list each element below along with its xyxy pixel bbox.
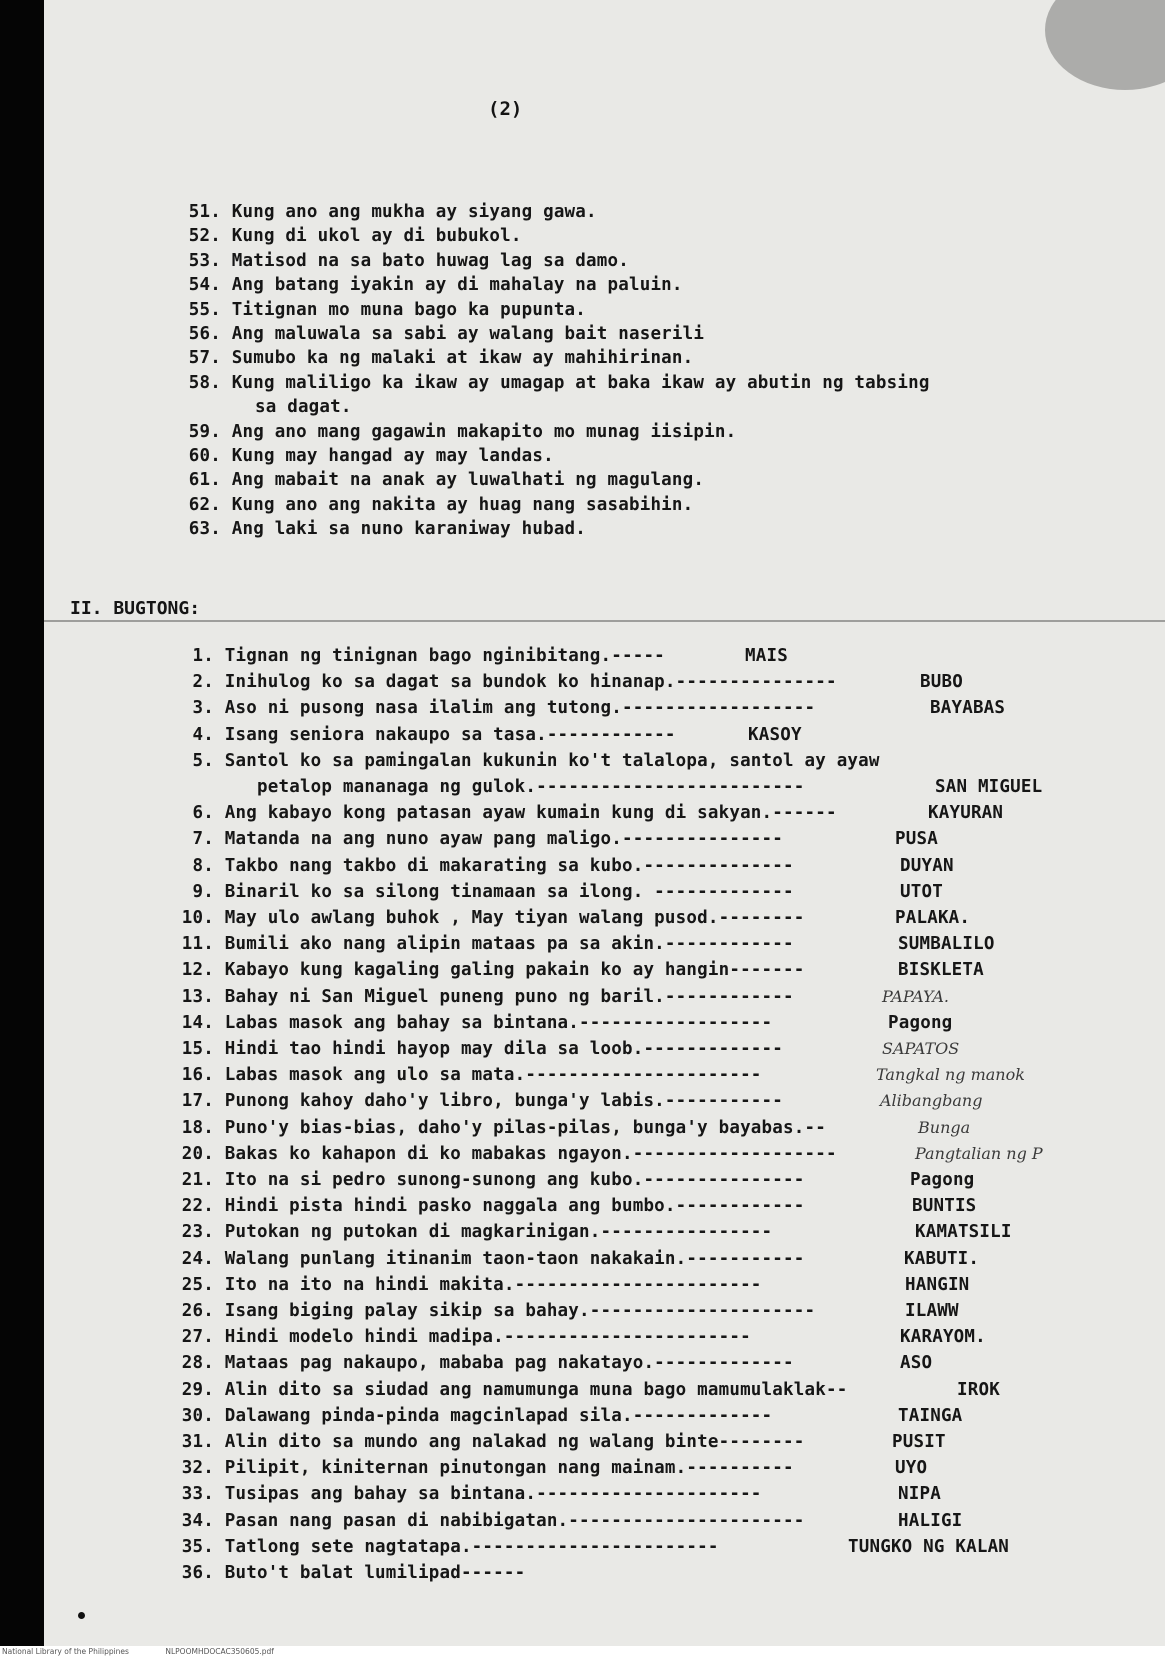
riddle-number: 27.: [181, 1327, 214, 1348]
riddle-text: Tatlong sete nagtatapa.-----------------------: [224, 1536, 719, 1557]
riddle-line: [162, 1117, 826, 1139]
proverb-text: Kung maliligo ka ikaw ay umagap at baka ikaw ay abutin ng tabsing: [231, 372, 930, 393]
riddle-number: 36.: [181, 1563, 214, 1583]
proverb-number: 56.: [188, 324, 221, 344]
riddle-line: [162, 671, 837, 693]
riddle-answer: IROK: [957, 1379, 1000, 1400]
proverb-number: 51.: [188, 202, 221, 222]
proverb-line: [255, 396, 352, 418]
riddle-answer: ASO: [900, 1353, 933, 1374]
riddle-number: 22.: [181, 1196, 214, 1217]
riddle-text: Matanda na ang nuno ayaw pang maligo.---------------: [224, 829, 784, 850]
proverb-line: [165, 372, 930, 394]
binding-shadow: [0, 0, 44, 1646]
proverb-line: [165, 347, 693, 369]
riddle-answer-handwritten: SAPATOS: [882, 1039, 960, 1058]
proverb-number: 60.: [188, 446, 221, 466]
riddle-number: 4.: [192, 724, 214, 745]
proverb-line: [165, 323, 704, 345]
riddle-answer: BUBO: [920, 672, 963, 693]
riddle-line: [162, 933, 794, 955]
riddle-line: [162, 907, 805, 929]
riddle-number: 20.: [181, 1143, 214, 1164]
riddle-text: Isang biging palay sikip sa bahay.---------------------: [224, 1301, 816, 1321]
riddle-number: 15.: [181, 1039, 214, 1059]
riddle-number: 16.: [181, 1065, 214, 1086]
riddle-number: 29.: [181, 1379, 214, 1400]
proverb-number: 54.: [188, 275, 221, 296]
proverb-text: Ang maluwala sa sabi ay walang bait naserili: [231, 324, 705, 344]
riddle-answer: Pagong: [910, 1170, 975, 1190]
riddle-number: 9.: [192, 881, 214, 902]
riddle-number: 10.: [181, 908, 214, 928]
riddle-number: 2.: [192, 672, 214, 693]
riddle-number: 24.: [181, 1248, 214, 1269]
riddle-line: [162, 645, 665, 667]
riddle-number: 26.: [181, 1301, 214, 1321]
riddle-line: [162, 1352, 794, 1374]
riddle-line: [162, 697, 815, 719]
riddle-answer: TUNGKO NG KALAN: [848, 1536, 1010, 1557]
riddle-number: 7.: [192, 829, 214, 850]
riddle-text: Puno'y bias-bias, daho'y pilas-pilas, bunga'y bayabas.--: [224, 1117, 826, 1138]
proverb-text: Titignan mo muna bago ka pupunta.: [231, 299, 587, 320]
riddle-text: Hindi pista hindi pasko naggala ang bumbo.------------: [224, 1196, 805, 1217]
riddle-text: Santol ko sa pamingalan kukunin ko't talalopa, santol ay ayaw: [224, 750, 880, 771]
riddle-text: petalop mananaga ng gulok.-------------------------: [257, 777, 805, 797]
riddle-line: [162, 1457, 794, 1479]
riddle-line: [162, 1431, 805, 1453]
riddle-text: Hindi modelo hindi madipa.-----------------------: [224, 1327, 751, 1348]
proverb-text: Matisod na sa bato huwag lag sa damo.: [231, 250, 629, 271]
riddle-line: [162, 1379, 847, 1401]
riddle-answer: Pagong: [888, 1012, 953, 1033]
riddle-text: Takbo nang takbo di makarating sa kubo.--------------: [224, 855, 794, 876]
riddle-answer-handwritten: Tangkal ng manok: [876, 1065, 1025, 1085]
riddle-line: [162, 1405, 772, 1427]
riddle-answer: KAYURAN: [928, 803, 1004, 824]
riddle-line: [162, 1221, 772, 1243]
riddle-line: [162, 1326, 751, 1348]
riddle-line: [162, 1300, 815, 1322]
riddle-answer: SUMBALILO: [898, 934, 995, 955]
riddle-text: Tignan ng tinignan bago nginibitang.-----: [224, 646, 665, 666]
riddle-number: 35.: [181, 1536, 214, 1557]
riddle-text: Labas masok ang bahay sa bintana.------------------: [224, 1012, 773, 1033]
riddle-text: Alin dito sa mundo ang nalakad ng walang binte--------: [224, 1432, 805, 1452]
riddle-text: Kabayo kung kagaling galing pakain ko ay hangin-------: [224, 960, 805, 981]
riddle-text: Pilipit, kiniternan pinutongan nang mainam.----------: [224, 1458, 794, 1479]
riddle-line: [162, 1064, 762, 1086]
riddle-text: May ulo awlang buhok , May tiyan walang pusod.--------: [224, 908, 805, 928]
riddle-answer: KABUTI.: [904, 1248, 980, 1269]
riddle-line: [162, 1510, 805, 1532]
section-divider: [44, 620, 1165, 622]
riddle-answer-handwritten: Alibangbang: [880, 1091, 983, 1111]
page-footer: [0, 1646, 1165, 1658]
proverb-text: Kung ano ang mukha ay siyang gawa.: [231, 202, 597, 222]
riddle-number: 33.: [181, 1484, 214, 1505]
riddle-number: 21.: [181, 1170, 214, 1190]
riddle-answer: UYO: [895, 1458, 928, 1479]
riddle-number: 5.: [192, 750, 214, 771]
proverb-line: [165, 225, 522, 247]
riddle-line: [162, 1536, 719, 1558]
proverb-number: 63.: [188, 519, 221, 540]
riddle-answer: PUSA: [895, 829, 938, 850]
section-heading: II. BUGTONG:: [70, 598, 201, 619]
riddle-text: Ito na ito na hindi makita.-----------------------: [224, 1274, 762, 1295]
riddle-text: Walang punlang itinanim taon-taon nakakain.-----------: [224, 1248, 805, 1269]
riddle-number: 14.: [181, 1012, 214, 1033]
riddle-line: [162, 1169, 805, 1191]
riddle-answer-handwritten: PAPAYA.: [882, 986, 950, 1006]
riddle-answer: HANGIN: [905, 1274, 970, 1295]
proverb-line: [165, 421, 736, 443]
riddle-line: [162, 750, 880, 772]
riddle-number: 31.: [181, 1432, 214, 1452]
proverb-text: Ang laki sa nuno karaniway hubad.: [231, 519, 587, 540]
riddle-text: Ang kabayo kong patasan ayaw kumain kung di sakyan.------: [224, 803, 837, 824]
proverb-line: [165, 274, 683, 296]
proverb-line: [165, 469, 704, 491]
riddle-answer: UTOT: [900, 881, 943, 902]
riddle-number: 32.: [181, 1458, 214, 1479]
riddle-number: 12.: [181, 960, 214, 981]
riddle-line: [162, 1274, 762, 1296]
proverb-line: [165, 201, 597, 223]
proverb-text: Ang batang iyakin ay di mahalay na paluin.: [231, 275, 683, 296]
riddle-number: 28.: [181, 1353, 214, 1374]
riddle-answer-handwritten: Bunga: [918, 1117, 971, 1137]
riddle-answer: PUSIT: [892, 1432, 946, 1452]
riddle-text: Dalawang pinda-pinda magcinlapad sila.-------------: [224, 1405, 773, 1426]
riddle-number: 34.: [181, 1510, 214, 1531]
proverb-line: [165, 445, 554, 467]
proverb-number: 62.: [188, 494, 221, 515]
riddle-line: [162, 1562, 525, 1584]
riddle-answer: HALIGI: [898, 1510, 963, 1531]
riddle-answer: MAIS: [745, 646, 788, 666]
riddle-text: Inihulog ko sa dagat sa bundok ko hinanap.---------------: [224, 672, 837, 693]
riddle-text: Alin dito sa siudad ang namumunga muna bago mamumulaklak--: [224, 1379, 848, 1400]
riddle-answer: TAINGA: [898, 1405, 963, 1426]
riddle-line: [162, 1195, 805, 1217]
riddle-answer: KARAYOM.: [900, 1327, 986, 1348]
proverb-line: [165, 250, 629, 272]
riddle-answer: KASOY: [748, 724, 802, 745]
riddle-number: 25.: [181, 1274, 214, 1295]
proverb-number: 61.: [188, 470, 221, 491]
riddle-answer: ILAWW: [905, 1301, 959, 1321]
riddle-answer: PALAKA.: [895, 908, 971, 928]
riddle-line: [162, 959, 805, 981]
riddle-number: 13.: [181, 986, 214, 1007]
riddle-number: 18.: [181, 1117, 214, 1138]
riddle-number: 1.: [192, 646, 214, 666]
riddle-line: [162, 724, 676, 746]
proverb-text: Sumubo ka ng malaki at ikaw ay mahihirinan.: [231, 348, 694, 369]
riddle-number: 23.: [181, 1222, 214, 1243]
proverb-line: [165, 494, 693, 516]
riddle-answer: BAYABAS: [930, 698, 1006, 719]
riddle-line: [162, 986, 794, 1008]
riddle-answer: BISKLETA: [898, 960, 984, 981]
riddle-number: 30.: [181, 1405, 214, 1426]
ink-mark: [78, 1612, 85, 1619]
riddle-text: Labas masok ang ulo sa mata.----------------------: [224, 1065, 762, 1086]
riddle-line: [162, 1090, 783, 1112]
riddle-line: [162, 828, 783, 850]
proverb-text: Ang ano mang gagawin makapito mo munag iisipin.: [231, 421, 737, 442]
proverb-line: [165, 299, 586, 321]
page-number: (2): [488, 98, 523, 120]
riddle-line: [162, 881, 794, 903]
proverb-number: 53.: [188, 250, 221, 271]
riddle-text: Tusipas ang bahay sa bintana.---------------------: [224, 1484, 762, 1505]
proverb-number: 52.: [188, 226, 221, 247]
riddle-text: Putokan ng putokan di magkarinigan.----------------: [224, 1222, 773, 1243]
riddle-number: 11.: [181, 934, 214, 955]
riddle-number: 6.: [192, 803, 214, 824]
proverb-number: 59.: [188, 421, 221, 442]
riddle-line: [162, 1143, 837, 1165]
proverb-text: sa dagat.: [255, 397, 352, 418]
riddle-line: [162, 1038, 783, 1060]
riddle-number: 3.: [192, 698, 214, 719]
riddle-text: Ito na si pedro sunong-sunong ang kubo.---------------: [224, 1170, 805, 1190]
riddle-answer: DUYAN: [900, 855, 954, 876]
riddle-line: [162, 855, 794, 877]
footer-library: National Library of the Philippines: [2, 1647, 129, 1656]
riddle-text: Mataas pag nakaupo, mababa pag nakatayo.-------------: [224, 1353, 794, 1374]
riddle-answer: NIPA: [898, 1484, 941, 1505]
proverb-number: 55.: [188, 299, 221, 320]
riddle-text: Isang seniora nakaupo sa tasa.------------: [224, 724, 676, 745]
riddle-answer-handwritten: Pangtalian ng P: [915, 1143, 1043, 1163]
proverb-line: [165, 518, 586, 540]
page-corner-shadow: [1045, 0, 1165, 90]
riddle-text: Punong kahoy daho'y libro, bunga'y labis.-----------: [224, 1091, 784, 1112]
riddle-text: Bakas ko kahapon di ko mabakas ngayon.-------------------: [224, 1143, 837, 1164]
proverb-text: Kung may hangad ay may landas.: [231, 446, 554, 466]
proverb-text: Ang mabait na anak ay luwalhati ng magulang.: [231, 470, 705, 491]
riddle-line: [162, 802, 837, 824]
riddle-number: 8.: [192, 855, 214, 876]
riddle-answer: KAMATSILI: [915, 1222, 1012, 1243]
riddle-text: Bahay ni San Miguel puneng puno ng baril.------------: [224, 986, 794, 1007]
riddle-text: Bumili ako nang alipin mataas pa sa akin.------------: [224, 934, 794, 955]
riddle-text: Hindi tao hindi hayop may dila sa loob.-------------: [224, 1039, 784, 1059]
proverb-number: 57.: [188, 348, 221, 369]
proverb-text: Kung di ukol ay di bubukol.: [231, 226, 522, 247]
riddle-line: [257, 776, 805, 798]
riddle-answer: SAN MIGUEL: [935, 777, 1043, 797]
riddle-text: Buto't balat lumilipad------: [224, 1563, 526, 1583]
riddle-text: Pasan nang pasan di nabibigatan.----------------------: [224, 1510, 805, 1531]
riddle-number: 17.: [181, 1091, 214, 1112]
footer-filename: NLPOOMHDOCAC350605.pdf: [165, 1647, 274, 1656]
riddle-line: [162, 1248, 805, 1270]
riddle-answer: BUNTIS: [912, 1196, 977, 1217]
riddle-text: Aso ni pusong nasa ilalim ang tutong.------------------: [224, 698, 816, 719]
riddle-line: [162, 1483, 762, 1505]
riddle-line: [162, 1012, 772, 1034]
proverb-text: Kung ano ang nakita ay huag nang sasabihin.: [231, 494, 694, 515]
riddle-text: Binaril ko sa silong tinamaan sa ilong. -------------: [224, 881, 794, 902]
proverb-number: 58.: [188, 372, 221, 393]
